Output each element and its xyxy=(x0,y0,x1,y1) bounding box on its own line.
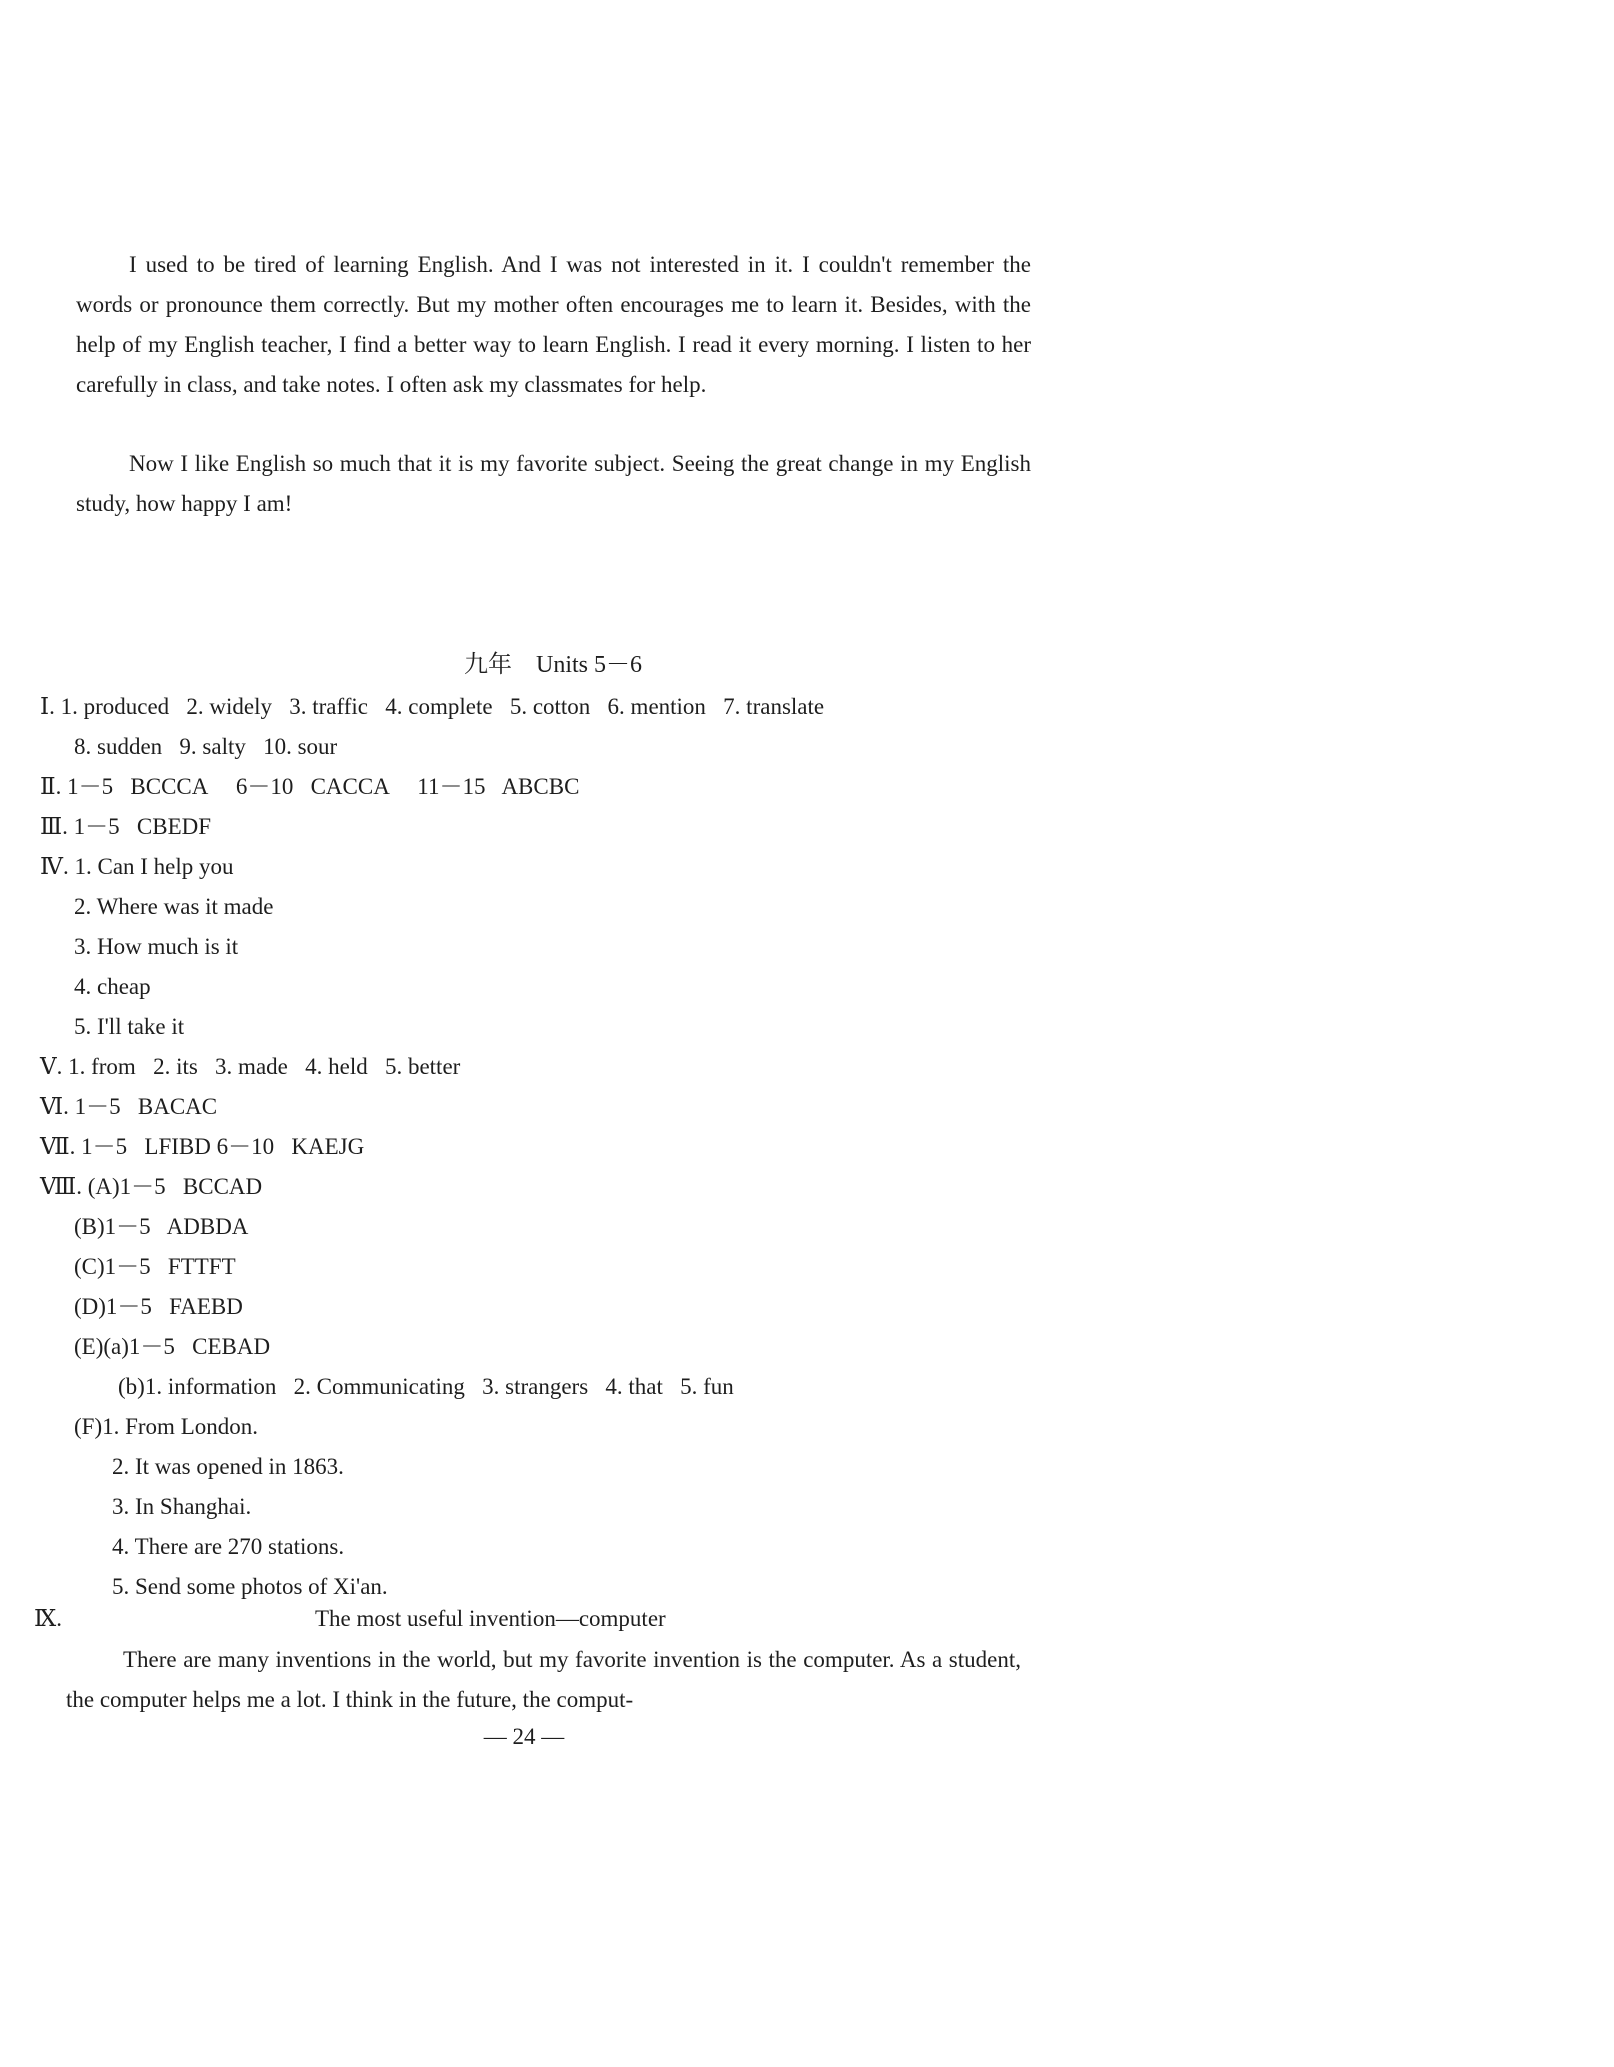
answer-IV-1: Ⅳ. 1. Can I help you xyxy=(40,854,234,879)
answer-VIII-F-2: 2. It was opened in 1863. xyxy=(112,1454,344,1479)
answer-VIII-C: (C)1－5 FTTFT xyxy=(74,1254,236,1279)
essay-2-title: The most useful invention—computer xyxy=(315,1606,666,1631)
answer-VIII-F-4: 4. There are 270 stations. xyxy=(112,1534,345,1559)
essay-2-paragraph: There are many inventions in the world, but my favorite invention is the computer. As a student, the computer helps me a lot. I think in the future, the comput- xyxy=(66,1647,1021,1712)
essay-paragraph-2: Now I like English so much that it is my favorite subject. Seeing the great change in my English study, how happy I am! xyxy=(76,451,1031,516)
answer-II: Ⅱ. 1－5 BCCCA 6－10 CACCA 11－15 ABCBC xyxy=(40,774,580,799)
answer-IV-4: 4. cheap xyxy=(74,974,151,999)
answer-I-line-1: Ⅰ. 1. produced 2. widely 3. traffic 4. complete 5. cotton 6. mention 7. translate xyxy=(40,694,825,719)
page-number: — 24 — xyxy=(483,1724,565,1749)
section-heading: 九年 Units 5－6 xyxy=(463,652,642,678)
answer-VIII-B: (B)1－5 ADBDA xyxy=(74,1214,249,1239)
answer-VIII-D: (D)1－5 FAEBD xyxy=(74,1294,243,1319)
answer-III: Ⅲ. 1－5 CBEDF xyxy=(40,814,212,839)
answer-IX-label: Ⅸ. xyxy=(34,1606,62,1631)
answer-VIII-F-3: 3. In Shanghai. xyxy=(112,1494,252,1519)
answer-I-line-2: 8. sudden 9. salty 10. sour xyxy=(74,734,338,759)
answer-VI: Ⅵ. 1－5 BACAC xyxy=(40,1094,218,1119)
answer-IV-3: 3. How much is it xyxy=(74,934,239,959)
answer-VIII-F-1: (F)1. From London. xyxy=(74,1414,258,1439)
answer-VIII-E-a: (E)(a)1－5 CEBAD xyxy=(74,1334,271,1359)
answer-VIII-F-5: 5. Send some photos of Xi'an. xyxy=(112,1574,388,1599)
essay-paragraph-1: I used to be tired of learning English. And I was not interested in it. I couldn't remember the words or pronounce them correctly. But my mother often encourages me to learn it. Besides, with the help of my English teacher, I find a better way to learn English. I read it every morning. I listen to her carefully in class, and take notes. I often ask my classmates for help. xyxy=(76,252,1031,397)
answer-IV-5: 5. I'll take it xyxy=(74,1014,185,1039)
answer-VIII-A: Ⅷ. (A)1－5 BCCAD xyxy=(40,1174,263,1199)
answer-V: Ⅴ. 1. from 2. its 3. made 4. held 5. better xyxy=(40,1054,461,1079)
answer-IV-2: 2. Where was it made xyxy=(74,894,274,919)
answer-VII: Ⅶ. 1－5 LFIBD 6－10 KAEJG xyxy=(40,1134,365,1159)
answer-VIII-E-b: (b)1. information 2. Communicating 3. strangers 4. that 5. fun xyxy=(118,1374,734,1399)
